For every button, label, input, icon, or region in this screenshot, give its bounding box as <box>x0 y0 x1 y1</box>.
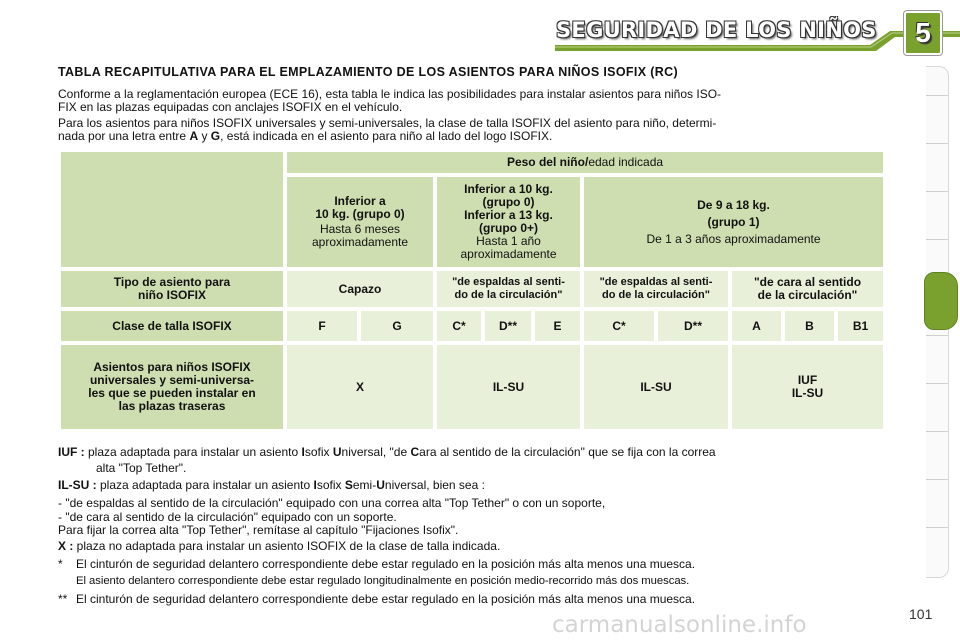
note-x: X : plaza no adaptada para instalar un asiento ISOFIX de la clase de talla indicada. <box>58 539 501 553</box>
chapter-number-badge: 5 <box>904 11 942 55</box>
page-number: 101 <box>909 606 933 622</box>
group-0-header: Inferior a 10 kg. (grupo 0) Hasta 6 meses aproximadamente <box>287 177 433 267</box>
note-iuf: IUF : plaza adaptada para instalar un asiento Isofix Universal, "de Cara al sentido de la circulación" que se fija con la correa <box>58 445 716 459</box>
weight-header: Peso del niño/edad indicada <box>287 152 883 173</box>
size-class-cell: A <box>732 311 781 341</box>
legend-notes: IUF : plaza adaptada para instalar un asiento Isofix Universal, "de Cara al sentido de la circulación" que se fija con la correa alta "Top Tether". IL-SU : plaza adaptada para instalar un asiento Isofix Semi-Universal, bien sea : - "de espaldas al sentido de la circulación" equipado con una correa alta "Top Tether" o con un soporte, - "de cara al sentido de la circulación" equipado con un soporte. Para fijar la correa alta "Top Tether", remítase al capítulo "Fijaciones Isofix". X : plaza no adaptada para instalar un asiento ISOFIX de la clase de talla indicada. * El cinturón de seguridad delantero correspondiente debe estar regulado en la posición más alta menos una muesca. El asiento delantero correspondiente debe estar regulado longitudinalmente en posición medio-recorrido más dos muescas. ** El cinturón de seguridad delantero correspondiente debe estar regulado en la posición más alta menos una muesca. <box>58 445 908 607</box>
side-tab-chapter-5[interactable] <box>924 272 958 330</box>
rear-seat-value: IUF IL-SU <box>732 345 883 429</box>
seat-type-rear-facing: "de espaldas al senti- do de la circulación" <box>437 271 580 307</box>
group-0plus-header: Inferior a 10 kg. (grupo 0) Inferior a 13 kg. (grupo 0+) Hasta 1 año aproximadamente <box>437 177 580 267</box>
size-class-cell: B <box>785 311 834 341</box>
seat-type-label: Tipo de asiento para niño ISOFIX <box>61 271 283 307</box>
note-ilsu: IL-SU : plaza adaptada para instalar un asiento Isofix Semi-Universal, bien sea : <box>58 478 485 492</box>
note-star: * El cinturón de seguridad delantero correspondiente debe estar regulado en la posición más alta menos una muesca. <box>58 556 696 571</box>
table-corner-cell <box>61 152 283 267</box>
size-class-cell: B1 <box>838 311 883 341</box>
page-title: TABLA RECAPITULATIVA PARA EL EMPLAZAMIENTO DE LOS ASIENTOS PARA NIÑOS ISOFIX (RC) <box>58 65 679 79</box>
rear-seat-value: IL-SU <box>584 345 728 429</box>
size-class-cell: C* <box>584 311 654 341</box>
size-class-cell: C* <box>437 311 481 341</box>
chapter-title: SEGURIDAD DE LOS NIÑOS <box>556 18 877 42</box>
rear-seat-value: X <box>287 345 433 429</box>
watermark: carmanualsonline.info <box>552 612 807 638</box>
size-class-cell: D** <box>485 311 531 341</box>
intro-paragraph-2: Para los asientos para niños ISOFIX universales y semi-universales, la clase de talla ISOFIX del asiento para niño, determi- nada por una letra entre A y G, está indicada en el asiento para niño al lado del logo ISOFIX. <box>58 116 717 143</box>
size-class-cell: D** <box>658 311 728 341</box>
intro-paragraph-1: Conforme a la reglamentación europea (ECE 16), esta tabla le indica las posibilidades para instalar asientos para niños ISO- FIX en las plazas equipadas con anclajes ISOFIX en el vehículo. <box>58 87 722 114</box>
isofix-table <box>57 148 887 433</box>
size-class-label: Clase de talla ISOFIX <box>61 311 283 341</box>
group-1-header: De 9 a 18 kg. (grupo 1) De 1 a 3 años aproximadamente <box>584 177 883 267</box>
seat-type-capazo: Capazo <box>287 271 433 307</box>
seat-type-forward-facing: "de cara al sentido de la circulación" <box>732 271 883 307</box>
size-class-cell: G <box>361 311 433 341</box>
rear-seats-label: Asientos para niños ISOFIX universales y semi-universa- les que se pueden instalar en las plazas traseras <box>61 345 283 429</box>
size-class-cell: F <box>287 311 357 341</box>
rear-seat-value: IL-SU <box>437 345 580 429</box>
size-class-cell: E <box>535 311 580 341</box>
note-double-star: ** El cinturón de seguridad delantero correspondiente debe estar regulado en la posición más alta menos una muesca. <box>58 591 696 606</box>
seat-type-rear-facing: "de espaldas al senti- do de la circulación" <box>584 271 728 307</box>
